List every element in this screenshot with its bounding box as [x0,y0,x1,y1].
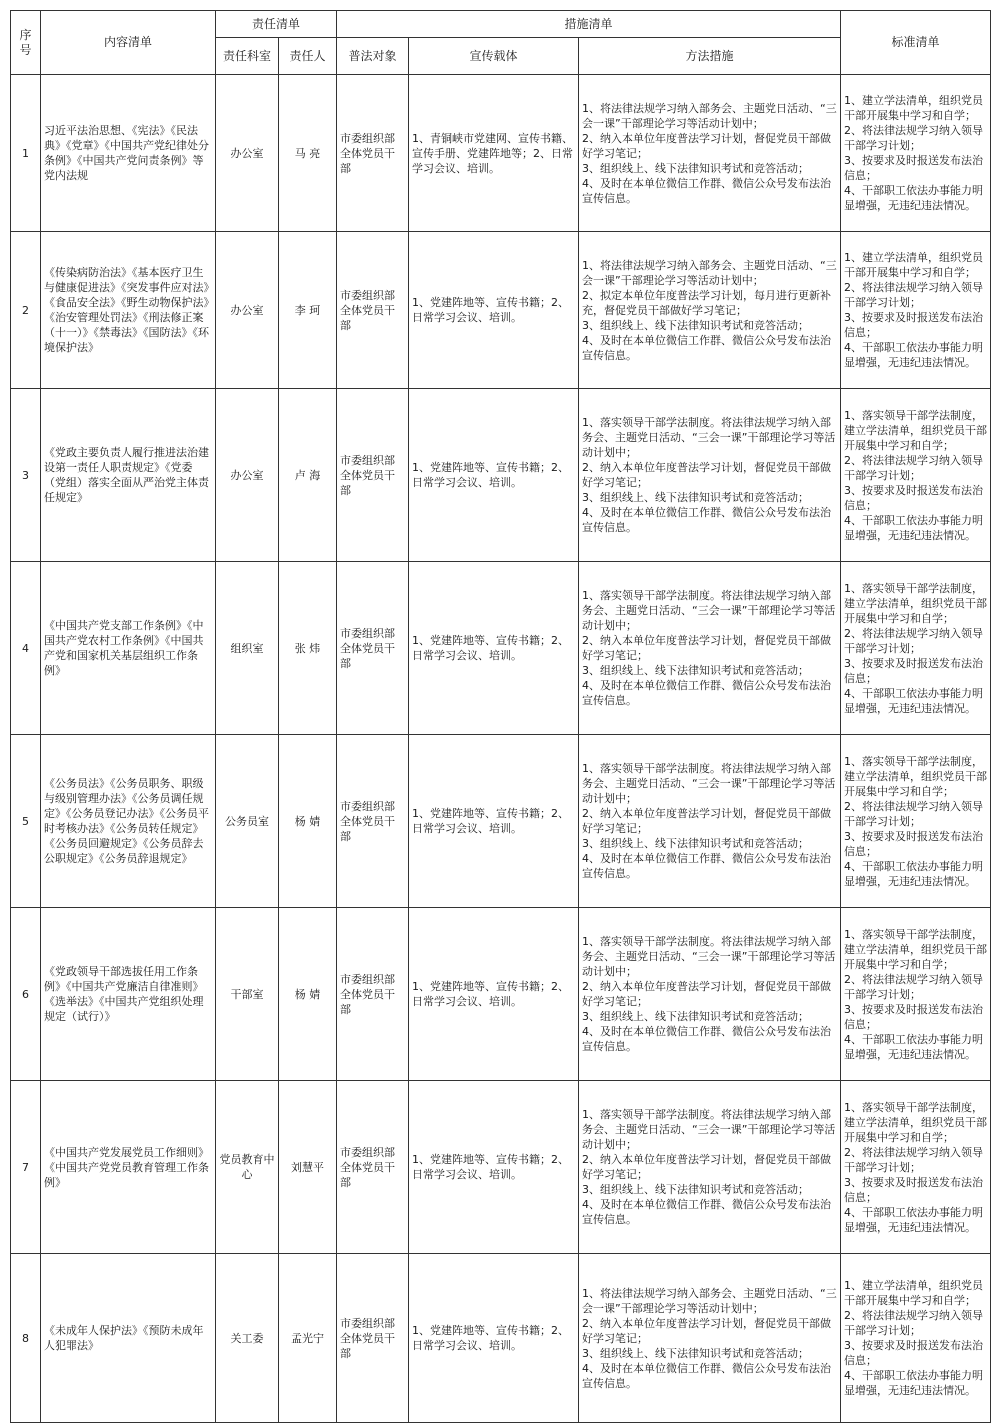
row-dept: 公务员室 [216,735,279,908]
row-person: 孟光宁 [279,1254,337,1423]
row-content: 《党政主要负责人履行推进法治建设第一责任人职责规定》《党委（党组）落实全面从严治党主体责任规定》 [41,389,216,562]
header-carrier: 宣传载体 [409,38,579,75]
row-person: 杨 婧 [279,908,337,1081]
row-method: 1、落实领导干部学法制度。将法律法规学习纳入部务会、主题党日活动、“三会一课”干部理论学习等活动计划中； 2、纳入本单位年度普法学习计划，督促党员干部做好学习笔记； 3、组织线上、线下法律知识考试和竞答活动； 4、及时在本单位微信工作群、微信公众号发布法治宣传信息。 [579,908,841,1081]
header-person: 责任人 [279,38,337,75]
row-content: 《中国共产党支部工作条例》《中国共产党农村工作条例》《中国共产党和国家机关基层组织工作条例》 [41,562,216,735]
row-seq: 2 [11,232,41,389]
row-dept: 办公室 [216,232,279,389]
table-row [11,1254,991,1423]
row-person: 卢 海 [279,389,337,562]
row-target: 市委组织部全体党员干部 [337,232,409,389]
table-row [11,908,991,1081]
row-dept: 关工委 [216,1254,279,1423]
row-dept: 办公室 [216,75,279,232]
row-content: 《公务员法》《公务员职务、职级与级别管理办法》《公务员调任规定》《公务员登记办法》《公务员平时考核办法》《公务员转任规定》《公务员回避规定》《公务员辞去公职规定》《公务员辞退规定》 [41,735,216,908]
row-target: 市委组织部全体党员干部 [337,389,409,562]
row-carrier: 1、青铜峡市党建网、宣传书籍、宣传手册、党建阵地等；2、日常学习会议、培训。 [409,75,579,232]
row-target: 市委组织部全体党员干部 [337,908,409,1081]
row-carrier: 1、党建阵地等、宣传书籍；2、日常学习会议、培训。 [409,908,579,1081]
row-content: 《未成年人保护法》《预防未成年人犯罪法》 [41,1254,216,1423]
row-standard: 1、落实领导干部学法制度，建立学法清单，组织党员干部开展集中学习和自学； 2、将法律法规学习纳入领导干部学习计划； 3、按要求及时报送发布法治信息； 4、干部职工依法办事能力明显增强，无违纪违法情况。 [841,389,991,562]
row-content: 《传染病防治法》《基本医疗卫生与健康促进法》《突发事件应对法》《食品安全法》《野生动物保护法》《治安管理处罚法》《刑法修正案（十一）》《禁毒法》《国防法》《环境保护法》 [41,232,216,389]
row-method: 1、落实领导干部学法制度。将法律法规学习纳入部务会、主题党日活动、“三会一课”干部理论学习等活动计划中； 2、纳入本单位年度普法学习计划，督促党员干部做好学习笔记； 3、组织线上、线下法律知识考试和竞答活动； 4、及时在本单位微信工作群、微信公众号发布法治宣传信息。 [579,1081,841,1254]
row-standard: 1、建立学法清单，组织党员干部开展集中学习和自学； 2、将法律法规学习纳入领导干部学习计划； 3、按要求及时报送发布法治信息； 4、干部职工依法办事能力明显增强，无违纪违法情况。 [841,75,991,232]
table-row [11,1081,991,1254]
row-person: 李 珂 [279,232,337,389]
table-body [11,75,991,1423]
row-seq: 4 [11,562,41,735]
table-row [11,389,991,562]
row-person: 马 亮 [279,75,337,232]
row-seq: 5 [11,735,41,908]
row-method: 1、将法律法规学习纳入部务会、主题党日活动、“三会一课”干部理论学习等活动计划中； 2、纳入本单位年度普法学习计划，督促党员干部做好学习笔记； 3、组织线上、线下法律知识考试和竞答活动； 4、及时在本单位微信工作群、微信公众号发布法治宣传信息。 [579,75,841,232]
row-carrier: 1、党建阵地等、宣传书籍；2、日常学习会议、培训。 [409,389,579,562]
row-carrier: 1、党建阵地等、宣传书籍；2、日常学习会议、培训。 [409,232,579,389]
row-seq: 7 [11,1081,41,1254]
row-seq: 8 [11,1254,41,1423]
header-standard: 标准清单 [841,11,991,75]
row-carrier: 1、党建阵地等、宣传书籍；2、日常学习会议、培训。 [409,1254,579,1423]
header-responsibility: 责任清单 [216,11,337,38]
row-person: 刘慧平 [279,1081,337,1254]
row-standard: 1、落实领导干部学法制度，建立学法清单，组织党员干部开展集中学习和自学； 2、将法律法规学习纳入领导干部学习计划； 3、按要求及时报送发布法治信息； 4、干部职工依法办事能力明显增强，无违纪违法情况。 [841,908,991,1081]
table-row [11,232,991,389]
row-target: 市委组织部全体党员干部 [337,1254,409,1423]
header-method: 方法措施 [579,38,841,75]
row-standard: 1、落实领导干部学法制度，建立学法清单，组织党员干部开展集中学习和自学； 2、将法律法规学习纳入领导干部学习计划； 3、按要求及时报送发布法治信息； 4、干部职工依法办事能力明显增强，无违纪违法情况。 [841,1081,991,1254]
row-seq: 6 [11,908,41,1081]
row-content: 《中国共产党发展党员工作细则》《中国共产党党员教育管理工作条例》 [41,1081,216,1254]
row-method: 1、落实领导干部学法制度。将法律法规学习纳入部务会、主题党日活动、“三会一课”干部理论学习等活动计划中； 2、纳入本单位年度普法学习计划，督促党员干部做好学习笔记； 3、组织线上、线下法律知识考试和竞答活动； 4、及时在本单位微信工作群、微信公众号发布法治宣传信息。 [579,735,841,908]
row-carrier: 1、党建阵地等、宣传书籍；2、日常学习会议、培训。 [409,1081,579,1254]
row-person: 张 炜 [279,562,337,735]
row-dept: 党员教育中心 [216,1081,279,1254]
row-standard: 1、落实领导干部学法制度，建立学法清单，组织党员干部开展集中学习和自学； 2、将法律法规学习纳入领导干部学习计划； 3、按要求及时报送发布法治信息； 4、干部职工依法办事能力明显增强，无违纪违法情况。 [841,562,991,735]
row-seq: 1 [11,75,41,232]
table-row [11,735,991,908]
row-carrier: 1、党建阵地等、宣传书籍；2、日常学习会议、培训。 [409,735,579,908]
row-person: 杨 婧 [279,735,337,908]
row-standard: 1、建立学法清单，组织党员干部开展集中学习和自学； 2、将法律法规学习纳入领导干部学习计划； 3、按要求及时报送发布法治信息； 4、干部职工依法办事能力明显增强，无违纪违法情况。 [841,1254,991,1423]
row-method: 1、将法律法规学习纳入部务会、主题党日活动、“三会一课”干部理论学习等活动计划中； 2、纳入本单位年度普法学习计划，督促党员干部做好学习笔记； 3、组织线上、线下法律知识考试和竞答活动； 4、及时在本单位微信工作群、微信公众号发布法治宣传信息。 [579,1254,841,1423]
row-target: 市委组织部全体党员干部 [337,562,409,735]
header-measures: 措施清单 [337,11,841,38]
header-target: 普法对象 [337,38,409,75]
row-standard: 1、落实领导干部学法制度，建立学法清单，组织党员干部开展集中学习和自学； 2、将法律法规学习纳入领导干部学习计划； 3、按要求及时报送发布法治信息； 4、干部职工依法办事能力明显增强，无违纪违法情况。 [841,735,991,908]
header-content: 内容清单 [41,11,216,75]
row-method: 1、落实领导干部学法制度。将法律法规学习纳入部务会、主题党日活动、“三会一课”干部理论学习等活动计划中； 2、纳入本单位年度普法学习计划，督促党员干部做好学习笔记； 3、组织线上、线下法律知识考试和竞答活动； 4、及时在本单位微信工作群、微信公众号发布法治宣传信息。 [579,389,841,562]
law-list-table [10,10,991,1423]
table-row [11,562,991,735]
row-method: 1、落实领导干部学法制度。将法律法规学习纳入部务会、主题党日活动、“三会一课”干部理论学习等活动计划中； 2、纳入本单位年度普法学习计划，督促党员干部做好学习笔记； 3、组织线上、线下法律知识考试和竞答活动； 4、及时在本单位微信工作群、微信公众号发布法治宣传信息。 [579,562,841,735]
row-target: 市委组织部全体党员干部 [337,735,409,908]
row-method: 1、将法律法规学习纳入部务会、主题党日活动、“三会一课”干部理论学习等活动计划中； 2、拟定本单位年度普法学习计划，每月进行更新补充，督促党员干部做好学习笔记； 3、组织线上、线下法律知识考试和竞答活动； 4、及时在本单位微信工作群、微信公众号发布法治宣传信息。 [579,232,841,389]
row-seq: 3 [11,389,41,562]
row-dept: 办公室 [216,389,279,562]
row-content: 习近平法治思想、《宪法》《民法典》《党章》《中国共产党纪律处分条例》《中国共产党问责条例》等党内法规 [41,75,216,232]
row-target: 市委组织部全体党员干部 [337,1081,409,1254]
table-row [11,75,991,232]
row-content: 《党政领导干部选拔任用工作条例》《中国共产党廉洁自律准则》《选举法》《中国共产党组织处理规定（试行）》 [41,908,216,1081]
header-seq: 序号 [11,11,41,75]
row-carrier: 1、党建阵地等、宣传书籍；2、日常学习会议、培训。 [409,562,579,735]
header-dept: 责任科室 [216,38,279,75]
header-row-1 [11,11,991,38]
row-target: 市委组织部全体党员干部 [337,75,409,232]
row-dept: 组织室 [216,562,279,735]
row-dept: 干部室 [216,908,279,1081]
row-standard: 1、建立学法清单，组织党员干部开展集中学习和自学； 2、将法律法规学习纳入领导干部学习计划； 3、按要求及时报送发布法治信息； 4、干部职工依法办事能力明显增强，无违纪违法情况。 [841,232,991,389]
